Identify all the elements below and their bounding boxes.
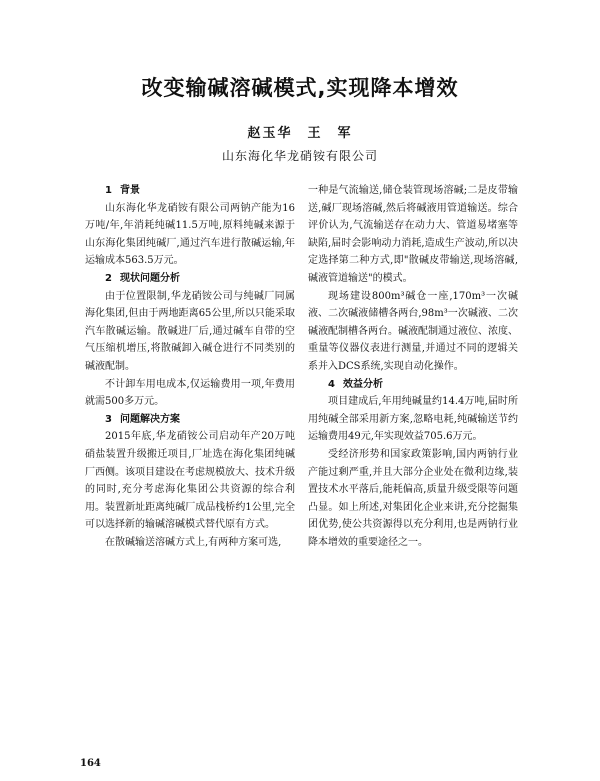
paragraph: 现场建设800m³碱仓一座,170m³一次碱液、二次碱液储槽各两台,98m³一次碱液、二次碱液配制槽各两台。碱液配制通过液位、浓度、重量等仪器仪表进行测量,并通过不同的逻辑关系并入DCS系统,实现自动化操作。 [308, 290, 518, 372]
page-number: 164 [80, 758, 101, 769]
section-heading-problem-analysis: 2 现状问题分析 [105, 272, 180, 284]
left-column [85, 182, 295, 551]
paragraph: 在散碱输送溶碱方式上,有两种方案可选, [105, 536, 282, 548]
paragraph: 2015年底,华龙硝铵公司启动年产20万吨硝盐装置升级搬迁项目,厂址选在海化集团纯碱厂西侧。该项目建设在考虑规模放大、技术升级的同时,充分考虑海化集团公共资源的综合利用。装置新址距离纯碱厂成品栈桥约1公里,完全可以选择新的输碱溶碱模式替代原有方式。 [85, 431, 295, 531]
article-title: 改变输碱溶碱模式,实现降本增效 [141, 76, 459, 100]
paragraph: 项目建成后,年用纯碱量约14.4万吨,届时所用纯碱全部采用新方案,忽略电耗,纯碱输送节约运输费用49元,年实现效益705.6万元。 [308, 396, 518, 443]
article-authors: 赵玉华 王 军 [247, 126, 353, 141]
section-heading-benefit-analysis: 4 效益分析 [328, 378, 383, 390]
section-heading-background: 1 背景 [105, 185, 140, 196]
paragraph: 不计卸车用电成本,仅运输费用一项,年费用就需500多万元。 [85, 378, 295, 408]
paragraph: 山东海化华龙硝铵有限公司两钠产能为16万吨/年,年消耗纯碱11.5万吨,原料纯碱来源于山东海化集团纯碱厂,通过汽车进行散碱运输,年运输成本563.5万元。 [85, 202, 295, 267]
right-column [308, 182, 518, 551]
author-affiliation: 山东海化华龙硝铵有限公司 [221, 149, 378, 163]
paragraph-continued: 一种是气流输送,储仓装管现场溶碱;二是皮带输送,碱厂现场溶碱,然后将碱液用管道输送。综合评价认为,气流输送存在动力大、管道易堵塞等缺陷,届时会影响动力消耗,造成生产波动,所以决定选择第二种方式,即"散碱皮带输送,现场溶碱,碱液管道输送"的模式。 [308, 185, 518, 284]
section-heading-solution: 3 问题解决方案 [105, 413, 180, 425]
paragraph: 受经济形势和国家政策影响,国内两钠行业产能过剩严重,并且大部分企业处在微利边缘,装置技术水平落后,能耗偏高,质量升级受限等问题凸显。如上所述,对集团化企业来讲,充分挖掘集团优势,使公共资源得以充分利用,也是两钠行业降本增效的重要途径之一。 [308, 448, 518, 548]
paragraph: 由于位置限制,华龙硝铵公司与纯碱厂同属海化集团,但由于两地距离65公里,所以只能采取汽车散碱运输。散碱进厂后,通过碱车自带的空气压缩机增压,将散碱卸入碱仓进行不同类别的碱液配制。 [85, 290, 295, 372]
